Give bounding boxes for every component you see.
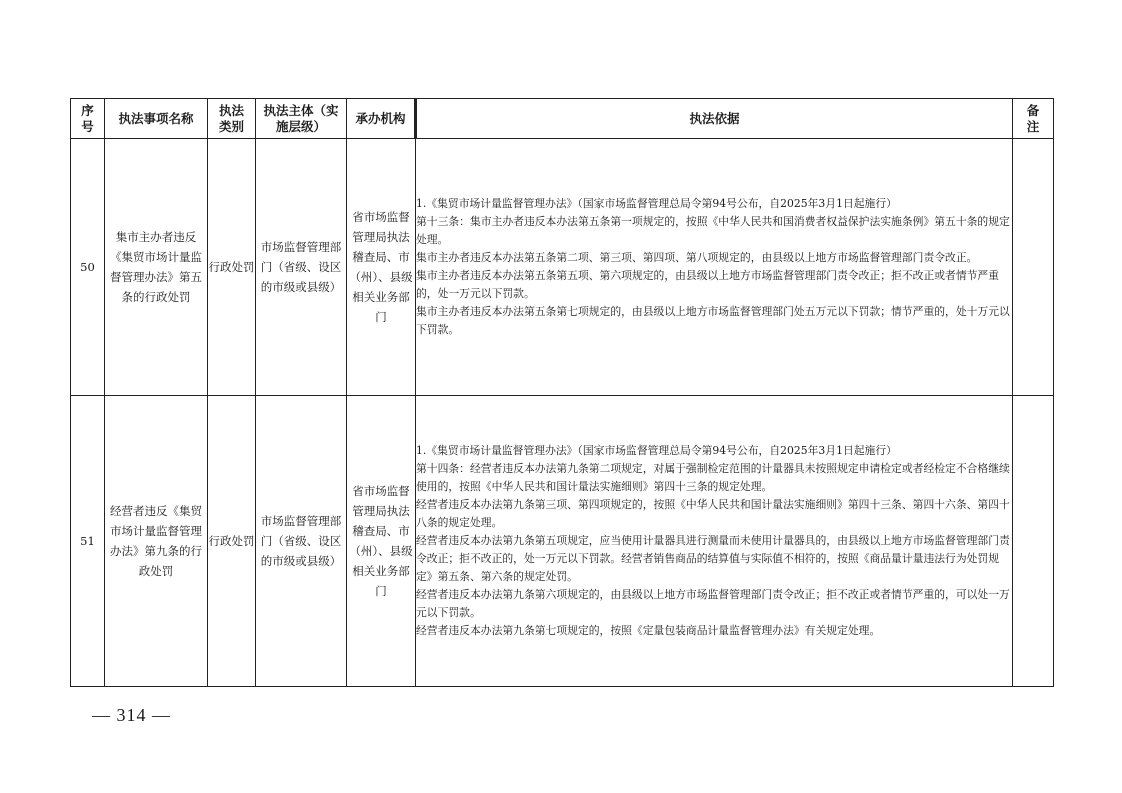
row-item-name: 经营者违反《集贸市场计量监督管理办法》第九条的行政处罚 [105, 396, 208, 687]
table-header-row [71, 99, 1054, 139]
header-category: 执法类别 [208, 99, 256, 139]
row-category: 行政处罚 [208, 139, 256, 396]
row-subject: 市场监督管理部门（省级、设区的市级或县级） [256, 139, 347, 396]
law-enforcement-table [70, 98, 1054, 687]
basis-paragraph: 集市主办者违反本办法第五条第二项、第三项、第四项、第八项规定的，由县级以上地方市场监督管理部门责令改正。 [416, 251, 978, 264]
basis-paragraph: 第十三条：集市主办者违反本办法第五条第一项规定的，按照《中华人民共和国消费者权益保护法实施条例》第五十条的规定处理。 [416, 215, 1010, 246]
basis-paragraph: 经营者违反本办法第九条第六项规定的，由县级以上地方市场监督管理部门责令改正；拒不改正或者情节严重的，可以处一万元以下罚款。 [416, 588, 1010, 619]
page-number: — 314 — [92, 705, 171, 725]
header-subject: 执法主体（实施层级） [256, 99, 347, 139]
basis-paragraph: 1.《集贸市场计量监督管理办法》（国家市场监督管理总局令第94号公布，自2025年3月1日起施行） [416, 444, 897, 457]
row-agency: 省市场监督管理局执法稽查局、市（州）、县级相关业务部门 [347, 396, 416, 687]
row-subject: 市场监督管理部门（省级、设区的市级或县级） [256, 396, 347, 687]
row-basis [416, 396, 1013, 687]
basis-paragraph: 经营者违反本办法第九条第三项、第四项规定的，按照《中华人民共和国计量法实施细则》第四十三条、第四十六条、第四十八条的规定处理。 [416, 498, 1010, 529]
basis-paragraph: 集市主办者违反本办法第五条第五项、第六项规定的，由县级以上地方市场监督管理部门责令改正；拒不改正或者情节严重的，处一万元以下罚款。 [416, 269, 1000, 300]
basis-paragraph: 第十四条：经营者违反本办法第九条第二项规定，对属于强制检定范围的计量器具未按照规定申请检定或者经检定不合格继续使用的，按照《中华人民共和国计量法实施细则》第四十三条的规定处理。 [416, 462, 1010, 493]
table-row [71, 396, 1054, 687]
row-item-name: 集市主办者违反《集贸市场计量监督管理办法》第五条的行政处罚 [105, 139, 208, 396]
row-basis [416, 139, 1013, 396]
row-seq: 51 [71, 396, 105, 687]
row-remark [1013, 396, 1054, 687]
row-agency: 省市场监督管理局执法稽查局、市（州）、县级相关业务部门 [347, 139, 416, 396]
row-seq: 50 [71, 139, 105, 396]
header-remark: 备注 [1013, 99, 1054, 139]
header-item-name: 执法事项名称 [105, 99, 208, 139]
row-remark [1013, 139, 1054, 396]
basis-paragraph: 集市主办者违反本办法第五条第七项规定的，由县级以上地方市场监督管理部门处五万元以下罚款；情节严重的，处十万元以下罚款。 [416, 305, 1010, 336]
header-agency: 承办机构 [347, 99, 416, 139]
basis-paragraph: 经营者违反本办法第九条第七项规定的，按照《定量包装商品计量监督管理办法》有关规定处理。 [416, 624, 881, 637]
row-category: 行政处罚 [208, 396, 256, 687]
table-row [71, 139, 1054, 396]
basis-paragraph: 经营者违反本办法第九条第五项规定，应当使用计量器具进行测量而未使用计量器具的，由县级以上地方市场监督管理部门责令改正；拒不改正的，处一万元以下罚款。经营者销售商品的结算值与实际值不相符的，按照《商品量计量违法行为处罚规定》第五条、第六条的规定处罚。 [416, 534, 1010, 583]
header-basis: 执法依据 [416, 99, 1013, 139]
header-seq: 序号 [71, 99, 105, 139]
basis-paragraph: 1.《集贸市场计量监督管理办法》（国家市场监督管理总局令第94号公布，自2025年3月1日起施行） [416, 197, 897, 210]
